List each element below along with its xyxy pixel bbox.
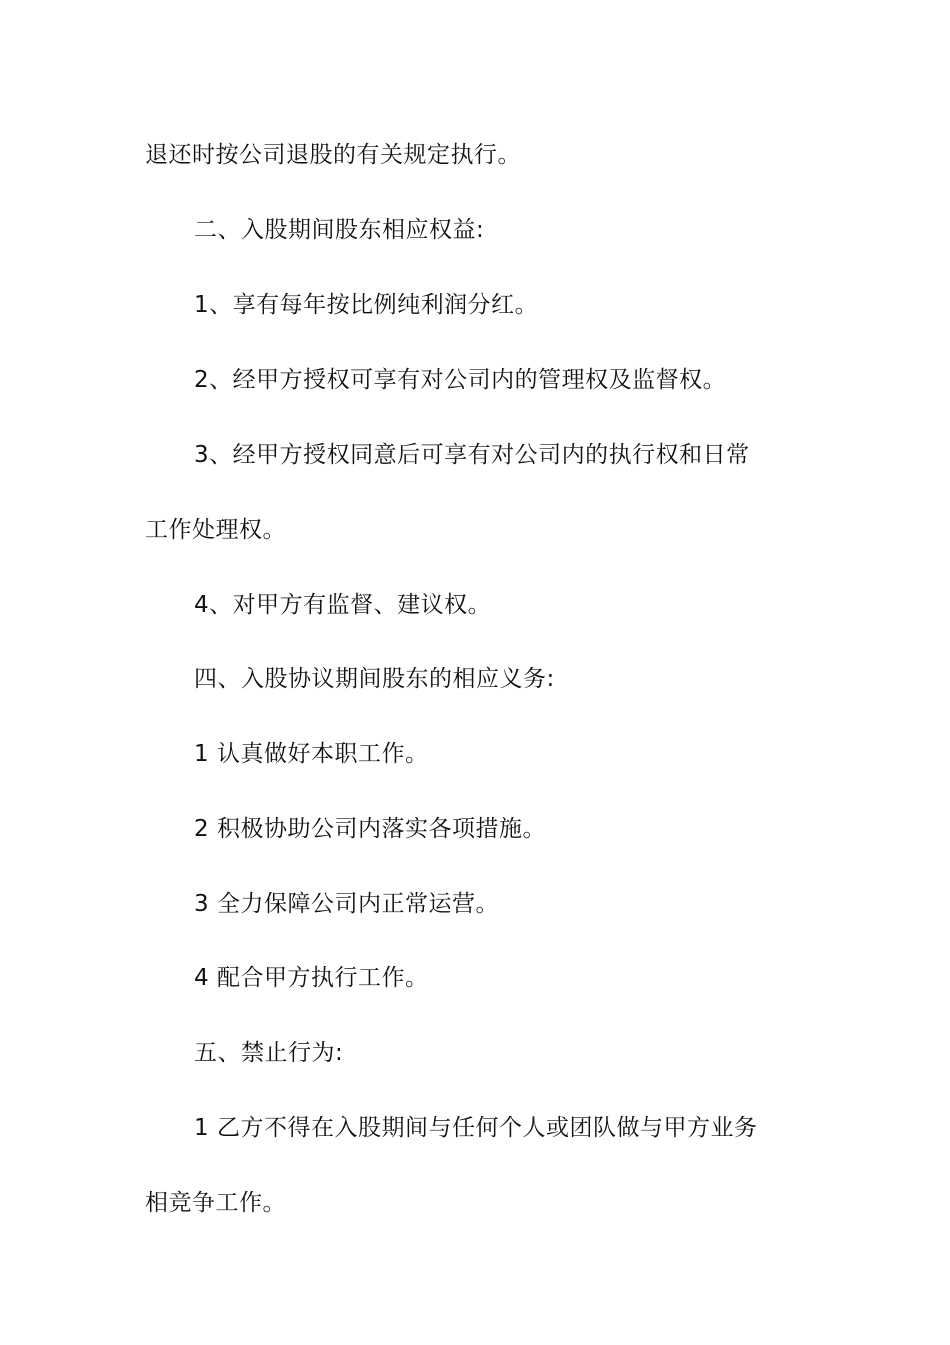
list-item: 4、对甲方有监督、建议权。 xyxy=(194,592,492,618)
list-item-continuation: 相竞争工作。 xyxy=(145,1190,286,1216)
list-item: 2、经甲方授权可享有对公司内的管理权及监督权。 xyxy=(194,367,727,393)
list-item: 4 配合甲方执行工作。 xyxy=(194,965,429,991)
list-item: 1 认真做好本职工作。 xyxy=(194,741,429,767)
section-heading: 四、入股协议期间股东的相应义务: xyxy=(194,666,555,692)
paragraph-line: 退还时按公司退股的有关规定执行。 xyxy=(145,142,521,168)
list-item: 1、享有每年按比例纯利润分红。 xyxy=(194,292,539,318)
section-heading: 五、禁止行为: xyxy=(194,1040,344,1066)
list-item: 3 全力保障公司内正常运营。 xyxy=(194,891,499,917)
list-item: 1 乙方不得在入股期间与任何个人或团队做与甲方业务 xyxy=(194,1115,758,1141)
list-item-continuation: 工作处理权。 xyxy=(145,517,286,543)
list-item: 2 积极协助公司内落实各项措施。 xyxy=(194,816,546,842)
list-item: 3、经甲方授权同意后可享有对公司内的执行权和日常 xyxy=(194,442,750,468)
section-heading: 二、入股期间股东相应权益: xyxy=(194,217,485,243)
